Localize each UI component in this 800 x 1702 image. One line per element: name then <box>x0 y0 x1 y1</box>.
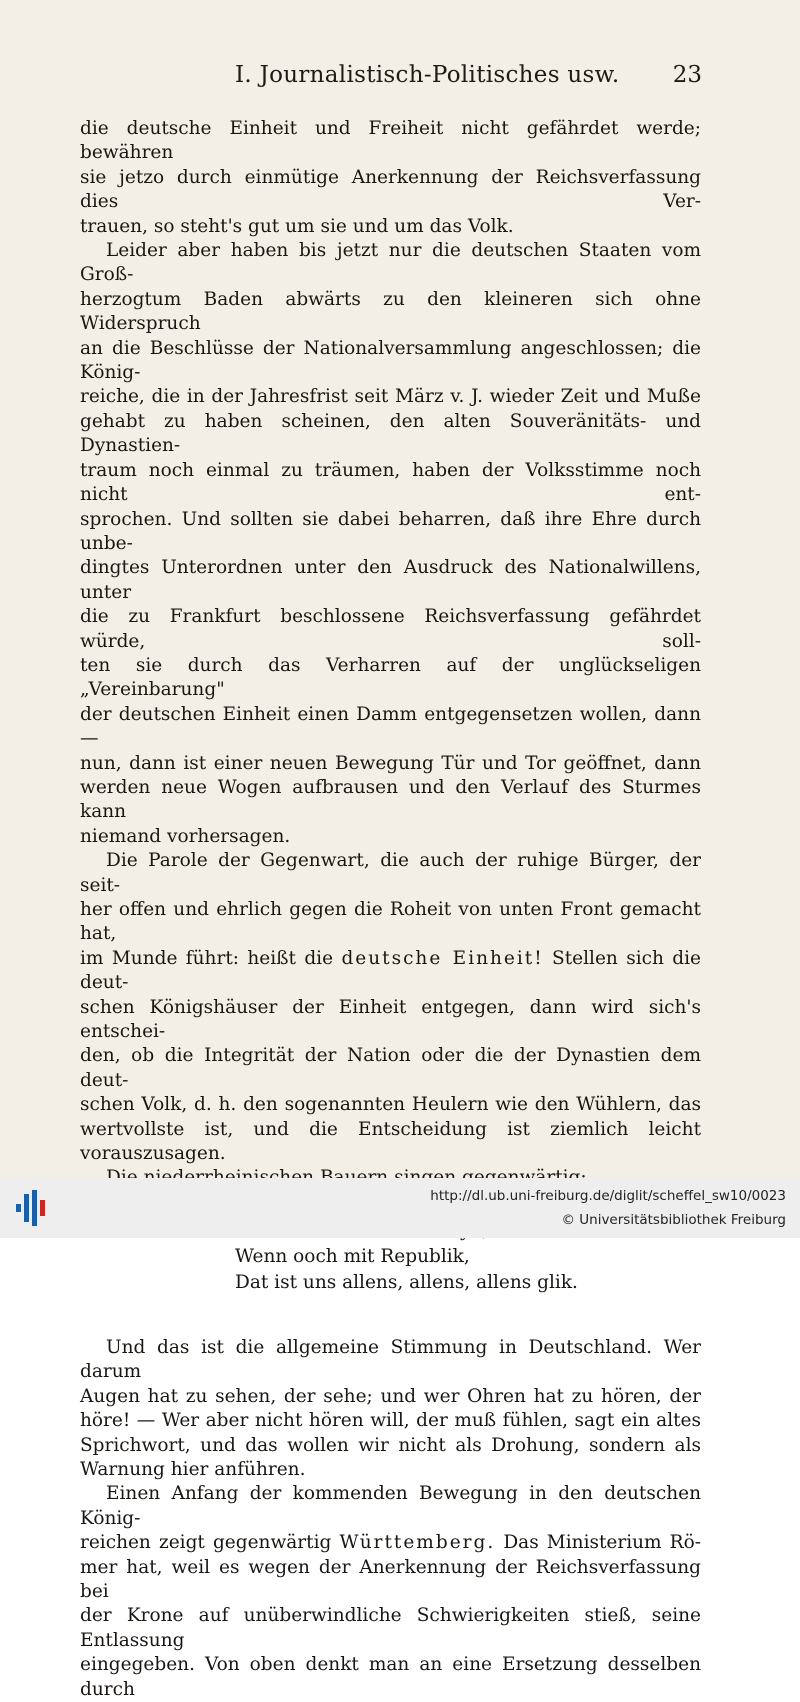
text-line: der Krone auf unüberwindliche Schwierigkeiten stieß, seine Entlassung <box>80 1605 701 1651</box>
text-line: Augen hat zu sehen, der sehe; und wer Ohren hat zu hören, der <box>80 1385 701 1407</box>
emphasized-text: Württemberg. <box>339 1532 496 1554</box>
running-title: I. Journalistisch-Politisches usw. <box>235 62 620 88</box>
text-line: ten sie durch das Verharren auf der unglückseligen „Vereinbarung" <box>80 654 701 701</box>
copyright-notice: © Universitätsbibliothek Freiburg <box>561 1212 786 1228</box>
paragraph: sie jetzo durch einmütige Anerkennung der Reichsverfassung dies Ver- <box>80 166 701 213</box>
paragraph: Einen Anfang der kommenden Bewegung in den deutschen König- <box>80 1483 701 1529</box>
text-line: Sprichwort, und das wollen wir nicht als Drohung, sondern als <box>80 1434 701 1456</box>
text-line: werden neue Wogen aufbrausen und den Verlauf des Sturmes kann <box>80 776 701 823</box>
text-after-verse <box>80 1336 701 1702</box>
text-line: sprochen. Und sollten sie dabei beharren, daß ihre Ehre durch unbe- <box>80 508 701 554</box>
permalink-url[interactable]: http://dl.ub.uni-freiburg.de/diglit/scheffel_sw10/0023 <box>430 1188 786 1204</box>
text-line: höre! — Wer aber nicht hören will, der muß fühlen, sagt ein altes <box>80 1410 701 1432</box>
verse-line: Wenn ooch mit Republik, <box>235 1245 470 1267</box>
body-text <box>80 117 701 1702</box>
page-number: 23 <box>672 62 702 88</box>
text-line: her offen und ehrlich gegen die Roheit von unten Front gemacht hat, <box>80 899 701 945</box>
text-line: Warnung hier anführen. <box>80 1458 306 1480</box>
text-line: reiche, die in der Jahresfrist seit März v. J. wieder Zeit und Muße <box>80 386 701 408</box>
text-line: im Munde führt: heißt die deutsche Einheit! Stellen sich die deut- <box>80 947 701 994</box>
emphasized-text: deutsche Einheit! <box>341 947 544 969</box>
text-line: niemand vorhersagen. <box>80 825 291 847</box>
ub-freiburg-logo-icon <box>12 1190 52 1226</box>
text-line: an die Beschlüsse der Nationalversammlung angeschlossen; die König- <box>80 337 701 384</box>
text-line: gehabt zu haben scheinen, den alten Souveränitäts- und Dynastien- <box>80 410 701 457</box>
text-line: schen Volk, d. h. den sogenannten Heulern wie den Wühlern, das <box>80 1094 701 1116</box>
text-line: nun, dann ist einer neuen Bewegung Tür und Tor geöffnet, dann <box>80 752 701 774</box>
text-line: traum noch einmal zu träumen, haben der Volksstimme noch nicht ent- <box>80 459 701 506</box>
text-line: eingegeben. Von oben denkt man an eine Ersetzung desselben durch <box>80 1654 701 1700</box>
text-line: der deutschen Einheit einen Damm entgegensetzen wollen, dann — <box>80 703 701 750</box>
text-line: dingtes Unterordnen unter den Ausdruck des Nationalwillens, unter <box>80 557 701 603</box>
text-line: den, ob die Integrität der Nation oder die der Dynastien dem deut- <box>80 1045 701 1091</box>
text-line: herzogtum Baden abwärts zu den kleineren sich ohne Widerspruch <box>80 288 701 335</box>
paragraph: trauen, so steht's gut um sie und um das Volk. <box>80 215 514 237</box>
paragraph: die deutsche Einheit und Freiheit nicht gefährdet werde; bewähren <box>80 118 701 164</box>
text-line: wertvollste ist, und die Entscheidung ist ziemlich leicht vorauszusagen. <box>80 1118 701 1165</box>
paragraph: Leider aber haben bis jetzt nur die deutschen Staaten vom Groß- <box>80 240 701 286</box>
text-line: schen Königshäuser der Einheit entgegen, dann wird sich's entschei- <box>80 996 701 1043</box>
text-line: reichen zeigt gegenwärtig Württemberg. Das Ministerium Rö- <box>80 1532 701 1554</box>
paragraph: Und das ist die allgemeine Stimmung in Deutschland. Wer darum <box>80 1336 701 1383</box>
text-line: die zu Frankfurt beschlossene Reichsverfassung gefährdet würde, soll- <box>80 606 701 652</box>
viewer-footer <box>0 1178 800 1238</box>
text-line: mer hat, weil es wegen der Anerkennung der Reichsverfassung bei <box>80 1556 701 1602</box>
page-header <box>80 62 710 96</box>
paragraph: Die Parole der Gegenwart, die auch der ruhige Bürger, der seit- <box>80 850 701 896</box>
verse-line: Dat ist uns allens, allens, allens glik. <box>235 1271 578 1293</box>
